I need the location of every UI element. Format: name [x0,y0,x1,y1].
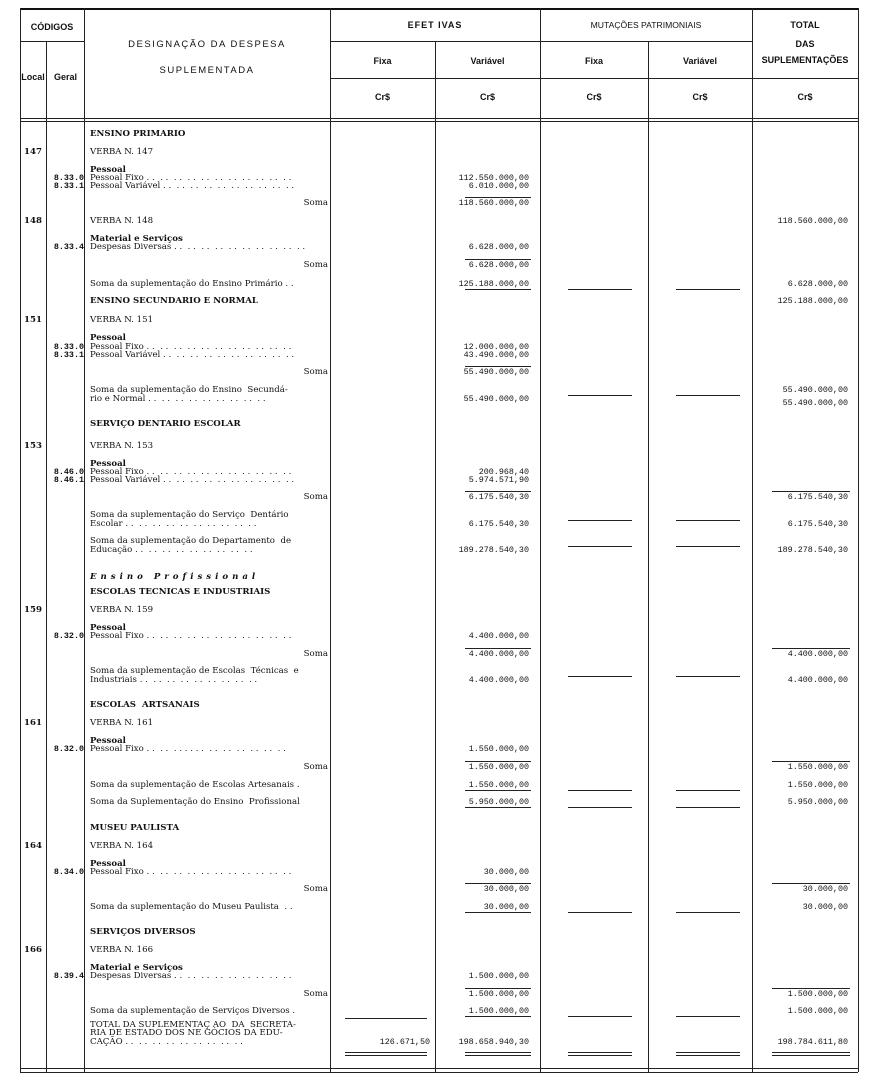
value-efetiva-variavel: 1.500.000,00 [468,989,529,999]
row-description: Soma da Suplementação do Ensino Profissional [90,797,300,807]
sum-rule [465,883,531,884]
row-description: VERBA N. 166 [90,945,154,955]
value-efetiva-variavel: 1.550.000,00 [468,762,529,772]
code-geral: 8.32.0 [53,744,84,754]
row-description: Soma da suplementação do Serviço Dentário [90,510,289,520]
final-ef-fixa-rule [345,1052,427,1053]
total-sum-rule [772,761,850,762]
row-description: Soma [303,989,328,999]
row-description: VERBA N. 153 [90,441,154,451]
col-line-local [46,41,47,1072]
sum-rule [465,648,531,649]
value-total: 6.175.540,30 [787,492,848,502]
value-efetiva-variavel: 4.400.000,00 [468,631,529,641]
row-description: Soma da suplementação do Departamento de [90,536,292,546]
mut-fixa-rule [568,289,632,290]
row-description: Pessoal [90,623,126,633]
row-description: Pessoal Fixo . . . . . . . . . . . . . . . . . . . . . . [90,467,292,477]
value-efetiva-variavel: 6.628.000,00 [468,260,529,270]
code-geral: 8.33.0 [53,342,84,352]
value-total: 1.550.000,00 [787,780,848,790]
value-efetiva-variavel: 1.550.000,00 [468,780,529,790]
header-mut-fixa: Fixa [584,56,603,66]
value-total: 198.784.611,80 [777,1037,848,1047]
row-description: Pessoal Fixo . . . . . . . . . . . . . . . . . . . . . . [90,342,292,352]
value-efetiva-variavel: 43.490.000,00 [463,350,529,360]
bottom-rule [20,1068,858,1069]
row-description: Pessoal [90,859,126,869]
row-description: Pessoal [90,459,126,469]
final-ef-var-rule [465,1052,531,1053]
header-ef-fixa: Fixa [373,56,392,66]
row-description: RIA DE ESTADO DOS NE GÓCIOS DA EDU- [90,1028,283,1038]
row-description: Soma [303,367,328,377]
row-description: VERBA N. 151 [90,315,154,325]
final-mut-fixa-rule [568,1052,632,1053]
value-efetiva-variavel: 1.500.000,00 [468,971,529,981]
fixa-var-rule [330,78,752,79]
ef-var-underline [465,807,531,808]
final-mut-var-rule [676,1052,740,1053]
value-total: 6.628.000,00 [787,279,848,289]
header-total-3: SUPLEMENTAÇÕES [761,55,849,65]
total-sum-rule [772,988,850,989]
mut-fixa-rule [568,912,632,913]
mut-var-rule [676,1016,740,1017]
value-efetiva-variavel: 55.490.000,00 [463,394,529,404]
value-efetiva-variavel: 12.000.000,00 [463,342,529,352]
row-description: ENSINO SECUNDARIO E NORMAL [90,296,258,306]
value-efetiva-variavel: 6.175.540,30 [468,492,529,502]
sum-rule [465,366,531,367]
col-line-efvar [435,41,436,1072]
row-description: Soma [303,762,328,772]
row-description: Material e Serviços [90,963,183,973]
value-efetiva-variavel: 189.278.540,30 [458,545,529,555]
value-efetiva-variavel: 5.950.000,00 [468,797,529,807]
col-line-mutfixa [540,8,541,1072]
row-description: ESCOLAS ARTSANAIS [90,700,200,710]
value-efetiva-variavel: 6.010.000,00 [468,181,529,191]
value-total: 1.500.000,00 [787,989,848,999]
value-total: 30.000,00 [802,884,848,894]
sum-rule [465,988,531,989]
value-efetiva-variavel: 198.658.940,30 [458,1037,529,1047]
mut-var-rule [676,546,740,547]
row-description: Pessoal [90,333,126,343]
col-line-mutvar [648,41,649,1072]
value-efetiva-variavel: 4.400.000,00 [468,675,529,685]
header-mutacoes: MUTAÇÕES PATRIMONIAIS [590,20,702,30]
value-efetiva-variavel: 55.490.000,00 [463,367,529,377]
row-description: Soma [303,260,328,270]
code-geral: 8.33.4 [53,242,84,252]
header-ef-variavel: Variável [470,56,505,66]
value-total: 118.560.000,00 [777,216,848,226]
row-description: VERBA N. 159 [90,605,154,615]
row-description: Soma da suplementação de Escolas Técnicas e [90,666,299,676]
row-description: VERBA N. 161 [90,718,154,728]
code-geral: 8.33.1 [53,350,84,360]
row-description: E n s i n o P r o f i s s i o n a l [90,572,256,582]
row-description: Pessoal Fixo . . . . . . . . . . . . . . . . . . . . . . [90,173,292,183]
value-total: 5.950.000,00 [787,797,848,807]
row-description: CAÇÃO . . . . . . . . . . . . . . . . . . [90,1037,243,1047]
row-description: Pessoal Variável . . . . . . . . . . . . . . . . . . . . [90,475,295,485]
code-geral: 8.33.0 [53,173,84,183]
header-mut-variavel: Variável [682,56,718,66]
row-description: VERBA N. 148 [90,216,154,226]
value-total: 1.550.000,00 [787,762,848,772]
col-line-desc [330,8,331,1072]
value-efetiva-variavel: 30.000,00 [483,902,529,912]
row-description: SERVIÇO DENTARIO ESCOLAR [90,419,241,429]
final-mut-fixa-rule [568,1055,632,1056]
row-description: Pessoal [90,165,126,175]
mut-var-rule [676,395,740,396]
header-designacao-1: DESIGNAÇÃO DA DESPESA [128,39,286,50]
value-efetiva-variavel: 30.000,00 [483,884,529,894]
code-local: 148 [24,216,42,226]
header-currency-ef-fixa: Cr$ [374,92,390,102]
value-efetiva-variavel: 6.628.000,00 [468,242,529,252]
code-geral: 8.46.1 [53,475,84,485]
header-local: Local [21,72,45,82]
value-efetiva-variavel: 125.188.000,00 [458,279,529,289]
row-description: Pessoal Variável . . . . . . . . . . . . . . . . . . . . [90,350,295,360]
col-line-total [752,8,753,1072]
mut-var-rule [676,912,740,913]
row-description: VERBA N. 164 [90,841,154,851]
row-description: VERBA N. 147 [90,147,154,157]
value-total: 6.175.540,30 [787,519,848,529]
row-description: Pessoal [90,736,126,746]
value-efetiva-variavel: 118.560.000,00 [458,198,529,208]
col-line-right [858,8,859,1072]
row-description: Material e Serviços [90,234,183,244]
total-sum-rule [772,648,850,649]
mut-var-rule [676,289,740,290]
bottom-rule-2 [20,1072,858,1073]
value-total: 125.188.000,00 [777,296,848,306]
value-efetiva-variavel: 112.550.000,00 [458,173,529,183]
row-description: Despesas Diversas . . . . . . . . . . . . . . . . . . [90,971,292,981]
value-efetiva-variavel: 200.968,40 [478,467,529,477]
row-description: Soma da suplementação de Escolas Artesanais . [90,780,300,790]
value-total: 1.500.000,00 [787,1006,848,1016]
row-description: rio e Normal . . . . . . . . . . . . . . . . . . [90,394,266,404]
row-description: Soma [303,884,328,894]
total-sum-rule [772,883,850,884]
row-description: ENSINO PRIMARIO [90,129,186,139]
mut-fixa-rule [568,1016,632,1017]
mut-fixa-rule [568,546,632,547]
value-efetiva-variavel: 5.974.571,90 [468,475,529,485]
row-description: MUSEU PAULISTA [90,823,180,833]
mut-var-rule [676,676,740,677]
row-description: Soma da suplementação do Museu Paulista . . [90,902,293,912]
sum-rule [465,259,531,260]
value-efetiva-variavel: 30.000,00 [483,867,529,877]
header-bottom-rule [20,118,858,119]
value-total: 55.490.000,00 [782,398,848,408]
value-total: 189.278.540,30 [777,545,848,555]
header-currency-ef-var: Cr$ [479,92,495,102]
code-local: 161 [24,718,42,728]
value-efetiva-variavel: 1.550.000,00 [468,744,529,754]
row-description: Soma [303,649,328,659]
mut-var-rule [676,520,740,521]
header-bottom-rule-2 [20,121,858,122]
code-local: 164 [24,841,42,851]
mut-fixa-rule [568,807,632,808]
header-currency-total: Cr$ [797,92,813,102]
mut-fixa-rule [568,676,632,677]
top-rule [20,8,858,10]
header-currency-mut-fixa: Cr$ [586,92,602,102]
code-local: 153 [24,441,42,451]
header-geral: Geral [53,72,77,82]
row-description: SERVIÇOS DIVERSOS [90,927,196,937]
header-total-2: DAS [795,39,815,49]
col-line-left [20,8,21,1072]
code-local: 159 [24,605,42,615]
sum-rule [465,761,531,762]
mutacoes-rule [540,41,752,42]
value-efetiva-variavel: 1.500.000,00 [468,1006,529,1016]
code-geral: 8.34.0 [53,867,84,877]
row-description: Industriais . . . . . . . . . . . . . . . . . . [90,675,258,685]
row-description: Soma [303,492,328,502]
value-total: 4.400.000,00 [787,649,848,659]
code-geral: 8.46.0 [53,467,84,477]
code-geral: 8.39.4 [53,971,84,981]
code-local: 151 [24,315,42,325]
final-ef-fixa-rule [345,1055,427,1056]
value-total: 4.400.000,00 [787,675,848,685]
code-local: 147 [24,147,42,157]
codigos-rule [20,41,84,42]
final-mut-var-rule [676,1055,740,1056]
row-description: Pessoal Fixo . . . . . . . . . . . . . . . . . . . . . . [90,631,292,641]
row-description: Soma da suplementação do Ensino Primário . . [90,279,294,289]
header-efetivas: EFET IVAS [407,20,463,30]
ef-var-underline [465,1016,531,1017]
mut-fixa-rule [568,790,632,791]
header-codigos: CÓDIGOS [30,22,74,32]
row-description: Soma da suplementação de Serviços Diversos . [90,1006,296,1016]
row-description: TOTAL DA SUPLEMENTAÇ AO DA SECRETA- [90,1020,296,1030]
col-line-geral [84,8,85,1072]
row-description: Pessoal Fixo . . . . . . . . . . . . . . . . . . . . . . [90,867,292,877]
value-efetiva-fixa: 126.671,50 [379,1037,430,1047]
header-currency-mut-var: Cr$ [692,92,708,102]
row-description: Escolar . . . . . . . . . . . . . . . . . . . . [90,519,257,529]
sum-rule [465,197,531,198]
code-geral: 8.32.0 [53,631,84,641]
code-geral: 8.33.1 [53,181,84,191]
row-description: Despesas Diversas . . . . . . . . . . . . . . . . . . . . [90,242,306,252]
value-total: 30.000,00 [802,902,848,912]
final-ef-var-rule [465,1055,531,1056]
ef-var-underline [465,912,531,913]
ef-var-underline [465,289,531,290]
header-total-1: TOTAL [790,20,820,30]
final-ef-fixa-top-rule [345,1018,427,1019]
row-description: Soma [303,198,328,208]
row-description: Educação . . . . . . . . . . . . . . . . . . [90,545,253,555]
mut-var-rule [676,790,740,791]
ef-var-underline [465,790,531,791]
row-description: Pessoal Fixo . . . . . . . . . . . . . . . . . . . . . . [90,744,286,754]
row-description: Soma da suplementação do Ensino Secundá- [90,385,288,395]
value-efetiva-variavel: 4.400.000,00 [468,649,529,659]
mut-var-rule [676,807,740,808]
row-description: Pessoal Variável . . . . . . . . . . . . . . . . . . . . [90,181,295,191]
value-efetiva-variavel: 6.175.540,30 [468,519,529,529]
final-total-rule [772,1055,850,1056]
value-total: 55.490.000,00 [782,385,848,395]
row-description: ESCOLAS TECNICAS E INDUSTRIAIS [90,587,271,597]
total-rule [752,78,858,79]
header-designacao-2: SUPLEMENTADA [159,65,255,76]
final-total-rule [772,1052,850,1053]
mut-fixa-rule [568,520,632,521]
code-local: 166 [24,945,42,955]
total-sum-rule [772,491,850,492]
sum-rule [465,491,531,492]
mut-fixa-rule [568,395,632,396]
